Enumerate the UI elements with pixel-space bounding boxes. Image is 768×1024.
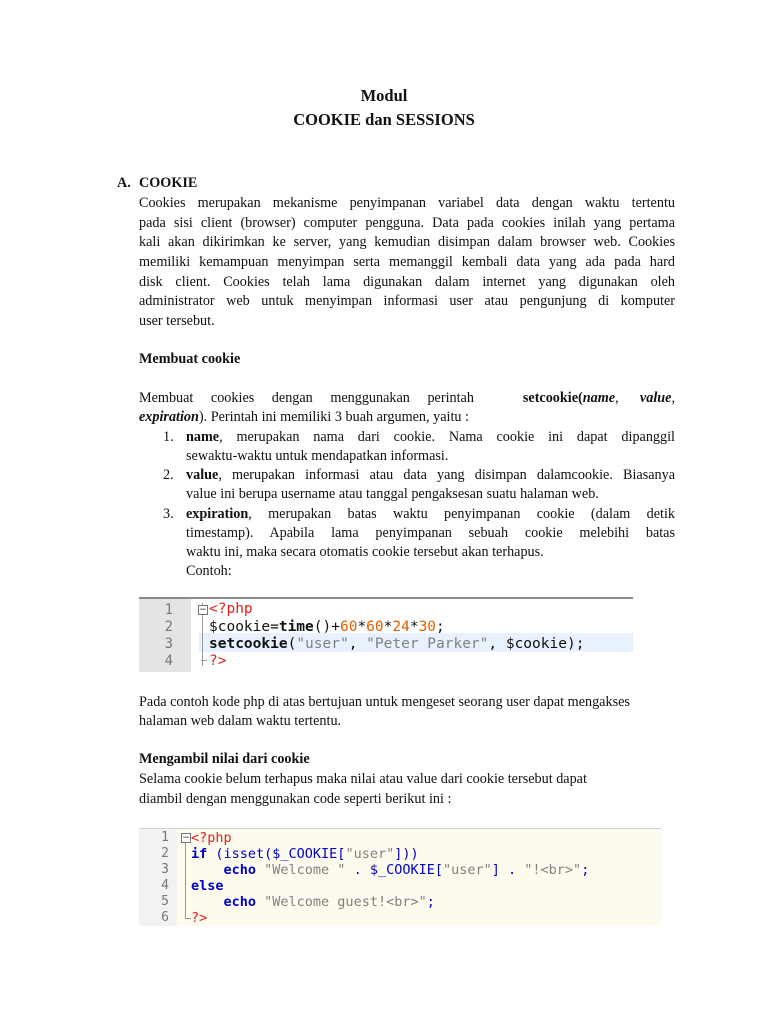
code-line: <?php bbox=[191, 830, 232, 846]
paragraph-line: Cookies merupakan mekanisme penyimpanan variabel data dengan waktu tertentu bbox=[139, 195, 675, 211]
list-number: 3. bbox=[163, 506, 174, 522]
subheading-mengambil: Mengambil nilai dari cookie bbox=[139, 751, 310, 767]
code-line: ?> bbox=[191, 910, 208, 926]
line-number: 5 bbox=[161, 894, 169, 909]
line-number: 2 bbox=[161, 846, 169, 861]
paragraph-line: user tersebut. bbox=[139, 313, 215, 329]
subheading-membuat: Membuat cookie bbox=[139, 351, 241, 367]
paragraph-line: disk client. Cookies telah lama digunakan dalam internet yang digunakan oleh bbox=[139, 274, 675, 290]
fold-minus-icon[interactable]: − bbox=[182, 833, 190, 843]
paragraph-line: administrator web untuk menyimpan informasi user atau pengunjung di komputer bbox=[139, 293, 675, 309]
list-number: 2. bbox=[163, 467, 174, 483]
section-heading: COOKIE bbox=[139, 175, 198, 191]
line-number: 3 bbox=[161, 862, 169, 877]
section-marker: A. bbox=[117, 175, 131, 191]
fold-minus-icon[interactable]: − bbox=[199, 605, 207, 615]
list-number: 1. bbox=[163, 429, 174, 445]
line-number: 4 bbox=[161, 878, 169, 893]
code-block-2 bbox=[139, 828, 661, 926]
intro-line-1: Membuat cookies dengan menggunakan perintah setcookie(name, value, bbox=[139, 390, 675, 406]
paragraph-line: diambil dengan menggunakan code seperti berikut ini : bbox=[139, 791, 452, 807]
list-item-cont: timestamp). Apabila lama penyimpanan sebuah cookie melebihi batas bbox=[186, 525, 675, 541]
line-number: 2 bbox=[164, 619, 173, 635]
code-line: ?> bbox=[209, 653, 227, 669]
doc-title: Modul bbox=[360, 86, 408, 105]
code-line: $cookie=time()+60*60*24*30; bbox=[209, 619, 445, 635]
paragraph-line: halaman web dalam waktu tertentu. bbox=[139, 713, 342, 729]
paragraph-line: Selama cookie belum terhapus maka nilai atau value dari cookie tersebut dapat bbox=[139, 771, 587, 787]
paragraph-line: memiliki kemampuan menyimpan serta memanggil kembali data yang ada pada hard bbox=[139, 254, 675, 270]
intro-line-2: expiration). Perintah ini memiliki 3 buah argumen, yaitu : bbox=[139, 409, 469, 425]
line-number: 1 bbox=[164, 602, 173, 618]
fold-line bbox=[185, 839, 186, 919]
line-number: 6 bbox=[161, 910, 169, 925]
list-item: expiration, merupakan batas waktu penyimpanan cookie (dalam detik bbox=[186, 506, 675, 522]
code-line: <?php bbox=[209, 601, 253, 617]
code-line: if (isset($_COOKIE["user"])) bbox=[191, 846, 419, 862]
contoh-label: Contoh: bbox=[186, 563, 232, 579]
paragraph-line: kali akan dikirimkan ke server, yang kemudian disimpan dalam browser web. Cookies bbox=[139, 234, 675, 250]
line-number: 4 bbox=[164, 653, 173, 669]
list-item: name, merupakan nama dari cookie. Nama cookie ini dapat dipanggil bbox=[186, 429, 675, 445]
list-item-cont: sewaktu-waktu untuk mendapatkan informasi. bbox=[186, 448, 449, 464]
code-line: setcookie("user", "Peter Parker", $cookie); bbox=[209, 636, 585, 652]
list-item: value, merupakan informasi atau data yang disimpan dalamcookie. Biasanya bbox=[186, 467, 675, 483]
line-number: 3 bbox=[164, 636, 173, 652]
code-line: echo "Welcome " . $_COOKIE["user"] . "!<br>"; bbox=[223, 862, 590, 878]
paragraph-line: Pada contoh kode php di atas bertujuan untuk mengeset seorang user dapat mengakses bbox=[139, 694, 630, 710]
line-number: 1 bbox=[161, 830, 169, 845]
doc-subtitle: COOKIE dan SESSIONS bbox=[293, 110, 475, 129]
code-line: echo "Welcome guest!<br>"; bbox=[223, 894, 435, 910]
fold-end-mark bbox=[201, 660, 207, 661]
paragraph-line: pada sisi client (browser) computer pengguna. Data pada cookies inilah yang pertama bbox=[139, 215, 675, 231]
list-item-cont: waktu ini, maka secara otomatis cookie tersebut akan terhapus. bbox=[186, 544, 544, 560]
list-item-cont: value ini berupa username atau tanggal pengaksesan suatu halaman web. bbox=[186, 486, 599, 502]
code-block-1 bbox=[139, 597, 633, 672]
code-line: else bbox=[191, 878, 224, 894]
